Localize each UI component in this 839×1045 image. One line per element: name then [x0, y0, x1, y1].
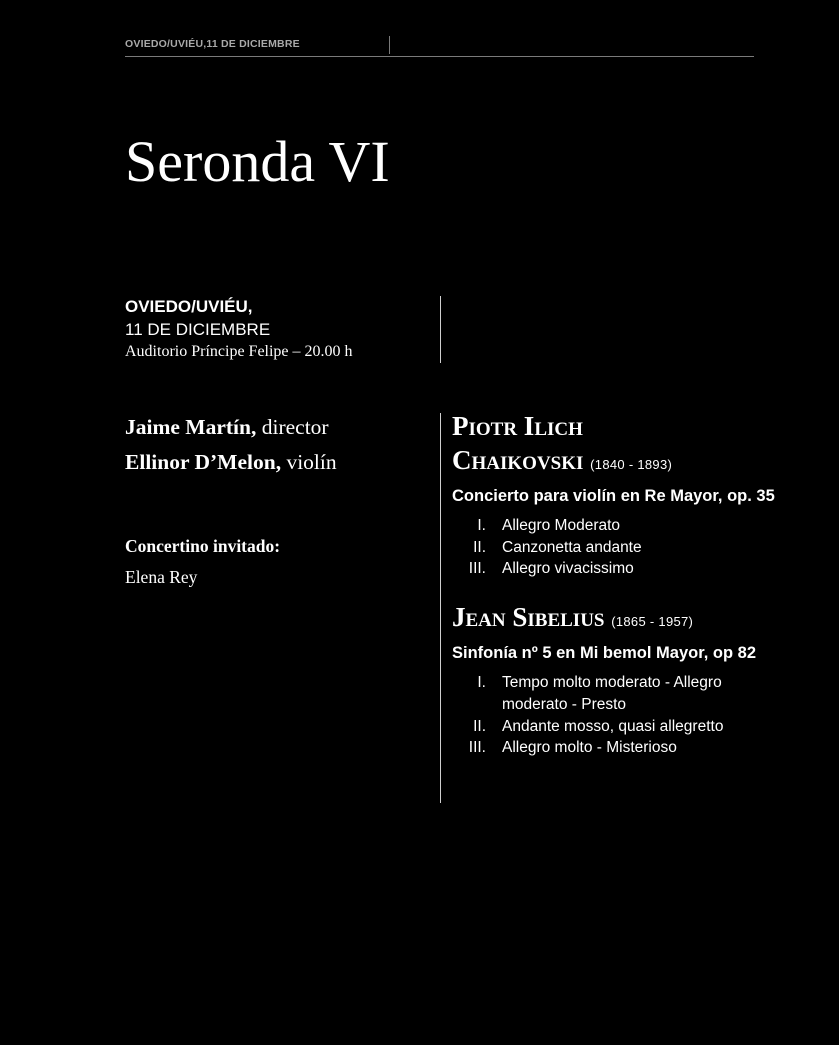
venue-divider — [440, 296, 441, 363]
work-title: Sinfonía nº 5 en Mi bemol Mayor, op 82 — [452, 644, 756, 663]
concertino-label: Concertino invitado: — [125, 536, 281, 556]
performer-name: Jaime Martín, — [125, 415, 257, 439]
program-piece-sibelius — [452, 600, 782, 759]
movement-item — [452, 716, 782, 738]
performer-soloist — [125, 445, 337, 480]
movement-number: II. — [473, 538, 486, 556]
composer-first-line: Piotr Ilich — [452, 411, 583, 441]
movement-title: Canzonetta andante — [502, 538, 642, 556]
movement-list — [452, 672, 782, 759]
performers-list — [125, 410, 337, 480]
movement-title: Tempo molto moderato - Allegro moderato - Presto — [502, 674, 722, 713]
movement-title: Allegro Moderato — [502, 517, 621, 534]
movement-number: I. — [477, 517, 486, 534]
header-divider — [389, 36, 390, 54]
movement-title: Allegro molto - Misterioso — [502, 739, 677, 757]
movement-item — [452, 558, 782, 580]
performer-conductor — [125, 410, 337, 445]
performer-role: violín — [286, 450, 337, 474]
composer-surname: Chaikovski — [452, 445, 584, 475]
movement-number: II. — [473, 717, 486, 735]
composer-years: (1840 - 1893) — [590, 457, 673, 472]
movement-item — [452, 737, 782, 759]
concertino-block — [125, 533, 280, 594]
movement-item — [452, 537, 782, 559]
movement-item — [452, 515, 782, 537]
running-head-text: OVIEDO/UVIÉU,11 DE DICIEMBRE — [125, 38, 300, 50]
performer-role: director — [261, 415, 329, 439]
movement-title: Andante mosso, quasi allegretto — [502, 717, 724, 735]
program-piece-chaikovski — [452, 409, 782, 580]
movement-list — [452, 515, 782, 580]
movement-number: III. — [468, 560, 486, 578]
movement-number: III. — [468, 739, 486, 757]
concertino-name: Elena Rey — [125, 567, 198, 587]
composer-name — [452, 600, 782, 639]
running-header — [125, 36, 754, 57]
composer-name — [452, 409, 782, 482]
movement-number: I. — [477, 674, 486, 692]
venue-block — [125, 296, 353, 362]
venue-date: 11 DE DICIEMBRE — [125, 320, 271, 339]
work-title: Concierto para violín en Re Mayor, op. 35 — [452, 487, 775, 505]
movement-title: Allegro vivacissimo — [502, 560, 634, 578]
page-title: Seronda VI — [125, 129, 390, 194]
composer-full-name: Jean Sibelius — [452, 602, 605, 633]
venue-city: OVIEDO/UVIÉU, — [125, 297, 253, 316]
program-list — [452, 409, 782, 759]
composer-years: (1865 - 1957) — [611, 614, 694, 630]
performer-name: Ellinor D’Melon, — [125, 450, 282, 474]
movement-item — [452, 672, 782, 715]
program-divider — [440, 413, 441, 803]
venue-place: Auditorio Príncipe Felipe – 20.00 h — [125, 343, 353, 360]
